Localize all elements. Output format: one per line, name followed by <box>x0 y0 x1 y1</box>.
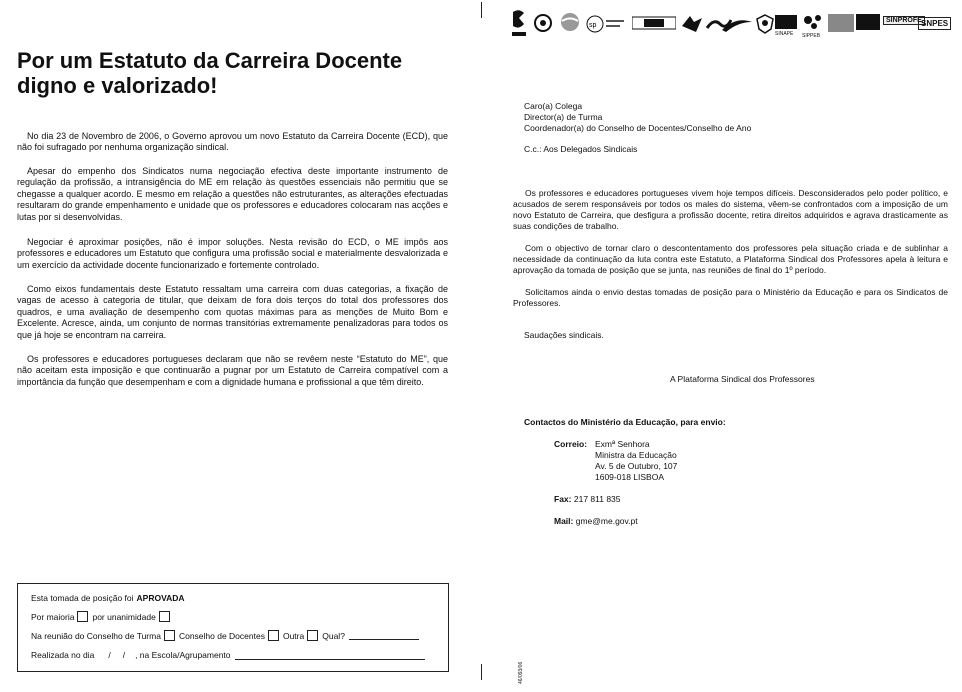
form-approved-bold: APROVADA <box>136 593 185 603</box>
right-paragraph-2: Com o objectivo de tornar claro o descontentamento dos professores pela situação criada e de sublinhar a necessidade da continuação da luta contra este Estatuto, a Plataforma Sindical dos Professores apela à leitura e aprovação da tomada de posição que se junta, nas reuniões de final do 1º período. <box>513 243 948 275</box>
sippeb-logo-text: SIPPEB <box>802 33 821 38</box>
signature: A Plataforma Sindical dos Professores <box>670 374 815 384</box>
approval-form-box <box>17 583 449 672</box>
conselho-turma-label: Na reunião do Conselho de Turma <box>31 630 161 641</box>
sepe-logo-icon <box>828 14 854 32</box>
swoosh-logo-icon <box>720 16 754 34</box>
fax-label: Fax: <box>554 494 572 504</box>
address-line-2: Ministra da Educação <box>595 450 677 460</box>
spliu-banner-icon <box>632 15 676 31</box>
title-line-2: digno e valorizado! <box>17 73 218 98</box>
fold-mark-top <box>481 2 482 18</box>
saudacoes: Saudações sindicais. <box>524 330 604 340</box>
mail-label: Mail: <box>554 516 574 526</box>
date-slash-2: / <box>122 650 126 660</box>
dark-box-logo-icon <box>856 14 880 36</box>
union-seal-icon <box>534 12 552 34</box>
spliu-logo-icon <box>586 14 626 34</box>
left-paragraph-1: No dia 23 de Novembro de 2006, o Governo aprovou um novo Estatuto da Carreira Docente (ECD), que não foi sufragado por nenhuma organização sindical. <box>17 131 448 153</box>
address-line-1: Exmª Senhora <box>595 439 650 449</box>
mail-value[interactable]: gme@me.gov.pt <box>575 516 638 526</box>
por-maioria-label: Por maioria <box>31 611 75 622</box>
right-paragraph-1: Os professores e educadores portugueses vivem hoje tempos difíceis. Desconsiderados pelo poder político, e acusados de serem responsáveis por todos os males do sistema, vêem-se confrontados com a imposição de um novo Estatuto de Carreira, que desfigura a profissão docente, retira direitos adquiridos e agrava drasticamente as suas condições de trabalho. <box>513 188 948 231</box>
qual-input-line[interactable] <box>349 631 419 640</box>
left-paragraph-3: Negociar é aproximar posições, não é impor soluções. Nesta revisão do ECD, o ME impôs aos professores e educadores um Estatuto que configura uma profissão social e materialmente desvalorizada e um exercício da actividade docente funcionarizado e fortemente controlado. <box>17 237 448 270</box>
left-paragraph-5: Os professores e educadores portugueses declaram que não se revêem neste “Estatuto do ME”, que não aceitam esta imposição e que continuarão a pugnar por um Estatuto de Carreira compatível com a importância da função que desempenham e com a dignidade humana e profissional a que têm direito. <box>17 354 448 387</box>
recipient-line-3: Coordenador(a) do Conselho de Docentes/Conselho de Ano <box>524 123 752 133</box>
sippeb-bird-logo-icon <box>680 12 704 36</box>
recipient-line-1: Caro(a) Colega <box>524 101 583 111</box>
form-row-approved <box>31 593 185 603</box>
conselho-docentes-checkbox[interactable] <box>268 630 279 641</box>
cc-line: C.c.: Aos Delegados Sindicais <box>524 144 638 154</box>
fax-line <box>554 494 621 505</box>
document-title <box>17 48 447 98</box>
conselho-docentes-label: Conselho de Docentes <box>178 630 265 641</box>
mail-line <box>554 516 638 527</box>
contacts-title: Contactos do Ministério da Educação, para envio: <box>524 417 726 427</box>
recipients-block <box>524 101 751 134</box>
form-row-majority <box>31 611 174 622</box>
fold-mark-bottom <box>481 664 482 680</box>
recipient-line-2: Director(a) de Turma <box>524 112 603 122</box>
escola-label: , na Escola/Agrupamento <box>135 650 231 660</box>
left-paragraph-2: Apesar do empenho dos Sindicatos numa negociação efectiva deste importante instrumento de regulação da profissão, a intransigência do ME em relação às questões essenciais não permitiu que se chegasse a qualquer acordo. E mesmo em relação a questões não estruturantes, as alterações efectuadas resultaram do grande empenhamento e unidade que os professores e educadores colocaram nas acções e lutas por si desenvolvidas. <box>17 166 448 222</box>
shield-logo-icon <box>756 14 774 34</box>
outra-checkbox[interactable] <box>307 630 318 641</box>
por-unanimidade-checkbox[interactable] <box>159 611 170 622</box>
svg-text:sp: sp <box>589 22 597 29</box>
outra-label: Outra <box>282 630 305 641</box>
snpes-logo: SNPES <box>918 17 951 30</box>
form-row-date <box>31 650 425 660</box>
correio-address <box>595 439 677 483</box>
correio-label: Correio: <box>554 439 588 449</box>
realizada-label: Realizada no dia <box>31 650 95 660</box>
address-line-4: 1609-018 LISBOA <box>595 472 664 482</box>
right-paragraph-3: Solicitamos ainda o envio destas tomadas de posição para o Ministério da Educação e para os Sindicatos de Professores. <box>513 287 948 308</box>
conselho-turma-checkbox[interactable] <box>164 630 175 641</box>
por-maioria-checkbox[interactable] <box>77 611 88 622</box>
qual-label: Qual? <box>322 630 345 641</box>
sinape-logo-text: SINAPE <box>775 31 794 36</box>
sinape-logo-icon <box>774 14 798 36</box>
fenprof-logo-icon <box>510 8 528 38</box>
form-row-meeting <box>31 630 419 641</box>
address-line-3: Av. 5 de Outubro, 107 <box>595 461 678 471</box>
globe-logo-icon <box>560 11 580 33</box>
escola-input-line[interactable] <box>235 651 425 660</box>
sinprofe-logo: SINPROFE <box>883 16 925 25</box>
document-code: 46/093/06 <box>518 661 524 684</box>
date-slash-1: / <box>108 650 111 660</box>
title-line-1: Por um Estatuto da Carreira Docente <box>17 48 403 73</box>
left-paragraph-4: Como eixos fundamentais deste Estatuto ressaltam uma carreira com duas categorias, a fixação de vagas de acesso à categoria de titular, que deixam de fora dois terços do total dos professores dos quadros, e uma avaliação de desempenho com quotas máximas para as menções de Muito Bom e Excelente. Acresce, ainda, um conjunto de normas transitórias extremamente penalizadoras para todos os que já hoje se encontram na carreira. <box>17 284 448 340</box>
fax-value: 217 811 835 <box>573 494 621 504</box>
form-approved-prefix: Esta tomada de posição foi <box>31 593 134 603</box>
por-unanimidade-label: por unanimidade <box>92 611 156 622</box>
sippeb-logo-icon <box>800 12 828 38</box>
